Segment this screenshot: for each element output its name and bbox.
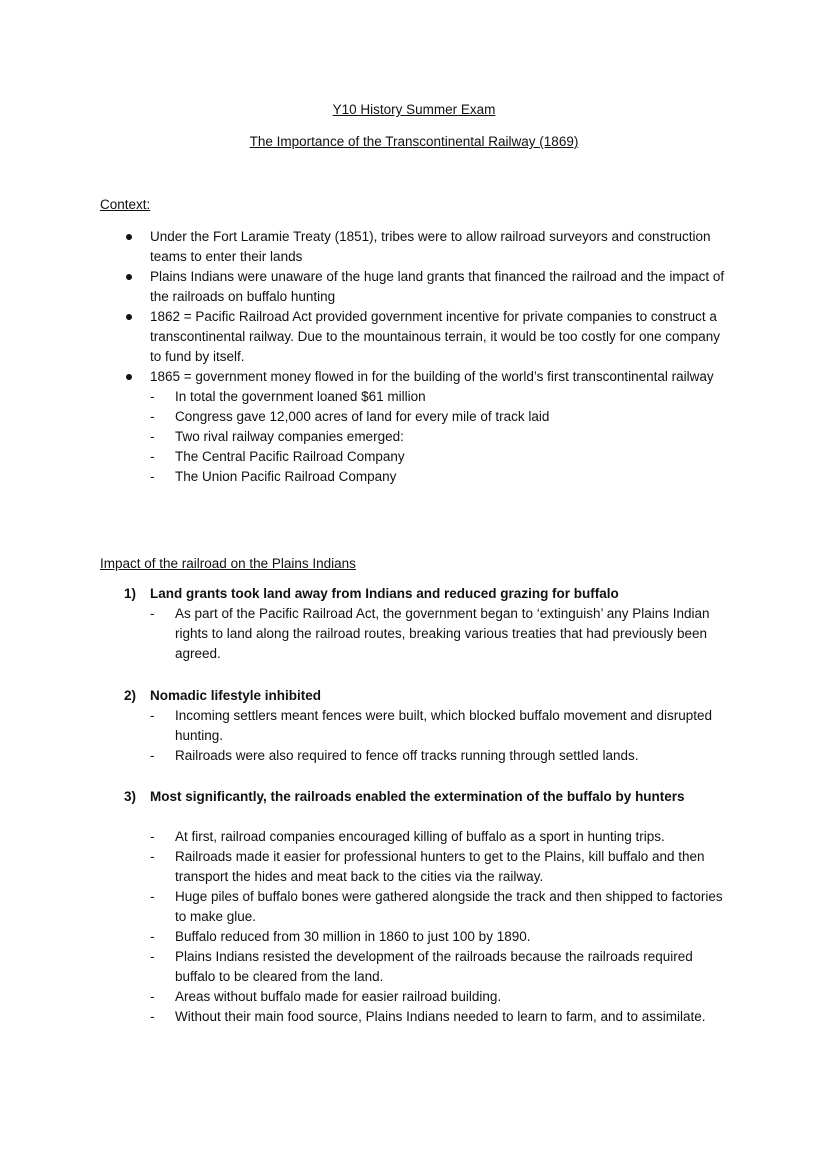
impact-heading: Impact of the railroad on the Plains Indians [100, 556, 356, 571]
dash-marker: - [150, 829, 155, 844]
list-item [150, 947, 730, 987]
section-point-list [100, 604, 730, 664]
context-bullet-text: 1862 = Pacific Railroad Act provided government incentive for private companies to construct a transcontinental railway. Due to the mountainous terrain, it would be too costly for one company to fund by itself. [150, 309, 721, 364]
context-bullet-list [100, 227, 730, 487]
context-bullet [100, 267, 730, 307]
context-bullet-text: Plains Indians were unaware of the huge land grants that financed the railroad and the impact of the railroads on buffalo hunting [150, 269, 725, 304]
context-bullet-text: Under the Fort Laramie Treaty (1851), tribes were to allow railroad surveyors and construction teams to enter their lands [150, 229, 711, 264]
section-point-list [100, 706, 730, 766]
point-text: As part of the Pacific Railroad Act, the government began to ‘extinguish’ any Plains Indian rights to land along the railroad routes, breaking various treaties that had previously been agreed. [175, 606, 710, 661]
sub-point-text: In total the government loaned $61 million [175, 389, 426, 404]
dash-marker: - [150, 929, 155, 944]
list-item [150, 746, 730, 766]
point-text: Incoming settlers meant fences were built, which blocked buffalo movement and disrupted hunting. [175, 708, 713, 743]
dash-marker: - [150, 429, 155, 444]
bullet-dot-icon [126, 234, 132, 240]
list-item [150, 407, 730, 427]
section-number: 1) [124, 586, 137, 601]
point-text: At first, railroad companies encouraged killing of buffalo as a sport in hunting trips. [175, 829, 665, 844]
dash-marker: - [150, 409, 155, 424]
section-point-list [100, 827, 730, 1027]
section-heading [100, 787, 730, 807]
list-item [150, 927, 730, 947]
point-text: Buffalo reduced from 30 million in 1860 to just 100 by 1890. [175, 929, 531, 944]
point-text: Without their main food source, Plains Indians needed to learn to farm, and to assimilate. [175, 1009, 706, 1024]
list-item [150, 387, 730, 407]
dash-marker: - [150, 989, 155, 1004]
point-text: Huge piles of buffalo bones were gathered alongside the track and then shipped to factories to make glue. [175, 889, 723, 924]
impact-section-3 [100, 787, 730, 1027]
sub-point-text: Two rival railway companies emerged: [175, 429, 404, 444]
impact-section-2 [100, 686, 730, 766]
dash-marker: - [150, 1009, 155, 1024]
sub-point-text: Congress gave 12,000 acres of land for every mile of track laid [175, 409, 550, 424]
section-title: Most significantly, the railroads enabled the extermination of the buffalo by hunters [150, 789, 685, 804]
sub-point-text: The Union Pacific Railroad Company [175, 469, 397, 484]
dash-marker: - [150, 748, 155, 763]
list-item [150, 987, 730, 1007]
dash-marker: - [150, 449, 155, 464]
section-number: 2) [124, 688, 137, 703]
section-title: Nomadic lifestyle inhibited [150, 688, 322, 703]
point-text: Railroads were also required to fence off tracks running through settled lands. [175, 748, 639, 763]
impact-section-1 [100, 584, 730, 664]
section-number: 3) [124, 789, 137, 804]
bullet-dot-icon [126, 374, 132, 380]
dash-marker: - [150, 606, 155, 621]
list-item [150, 706, 730, 746]
section-heading [100, 686, 730, 706]
context-bullet [100, 367, 730, 487]
section-title: Land grants took land away from Indians and reduced grazing for buffalo [150, 586, 619, 601]
dash-marker: - [150, 949, 155, 964]
list-item [150, 447, 730, 467]
sub-point-text: The Central Pacific Railroad Company [175, 449, 405, 464]
list-item [150, 427, 730, 447]
dash-marker: - [150, 849, 155, 864]
list-item [150, 847, 730, 887]
bullet-dot-icon [126, 314, 132, 320]
exam-title: Y10 History Summer Exam [332, 102, 496, 117]
context-sub-list [150, 387, 730, 487]
topic-title: The Importance of the Transcontinental Railway (1869) [249, 134, 579, 149]
list-item [150, 1007, 730, 1027]
context-bullet [100, 307, 730, 367]
point-text: Plains Indians resisted the development of the railroads because the railroads required buffalo to be cleared from the land. [175, 949, 693, 984]
list-item [150, 887, 730, 927]
list-item [150, 604, 730, 664]
context-bullet-text: 1865 = government money flowed in for the building of the world’s first transcontinental railway [150, 369, 714, 384]
dash-marker: - [150, 708, 155, 723]
list-item [150, 827, 730, 847]
list-item [150, 467, 730, 487]
dash-marker: - [150, 889, 155, 904]
section-heading [100, 584, 730, 604]
dash-marker: - [150, 389, 155, 404]
dash-marker: - [150, 469, 155, 484]
point-text: Areas without buffalo made for easier railroad building. [175, 989, 502, 1004]
bullet-dot-icon [126, 274, 132, 280]
context-bullet [100, 227, 730, 267]
point-text: Railroads made it easier for professional hunters to get to the Plains, kill buffalo and then transport the hides and meat back to the cities via the railway. [175, 849, 705, 884]
context-heading: Context: [100, 197, 151, 212]
